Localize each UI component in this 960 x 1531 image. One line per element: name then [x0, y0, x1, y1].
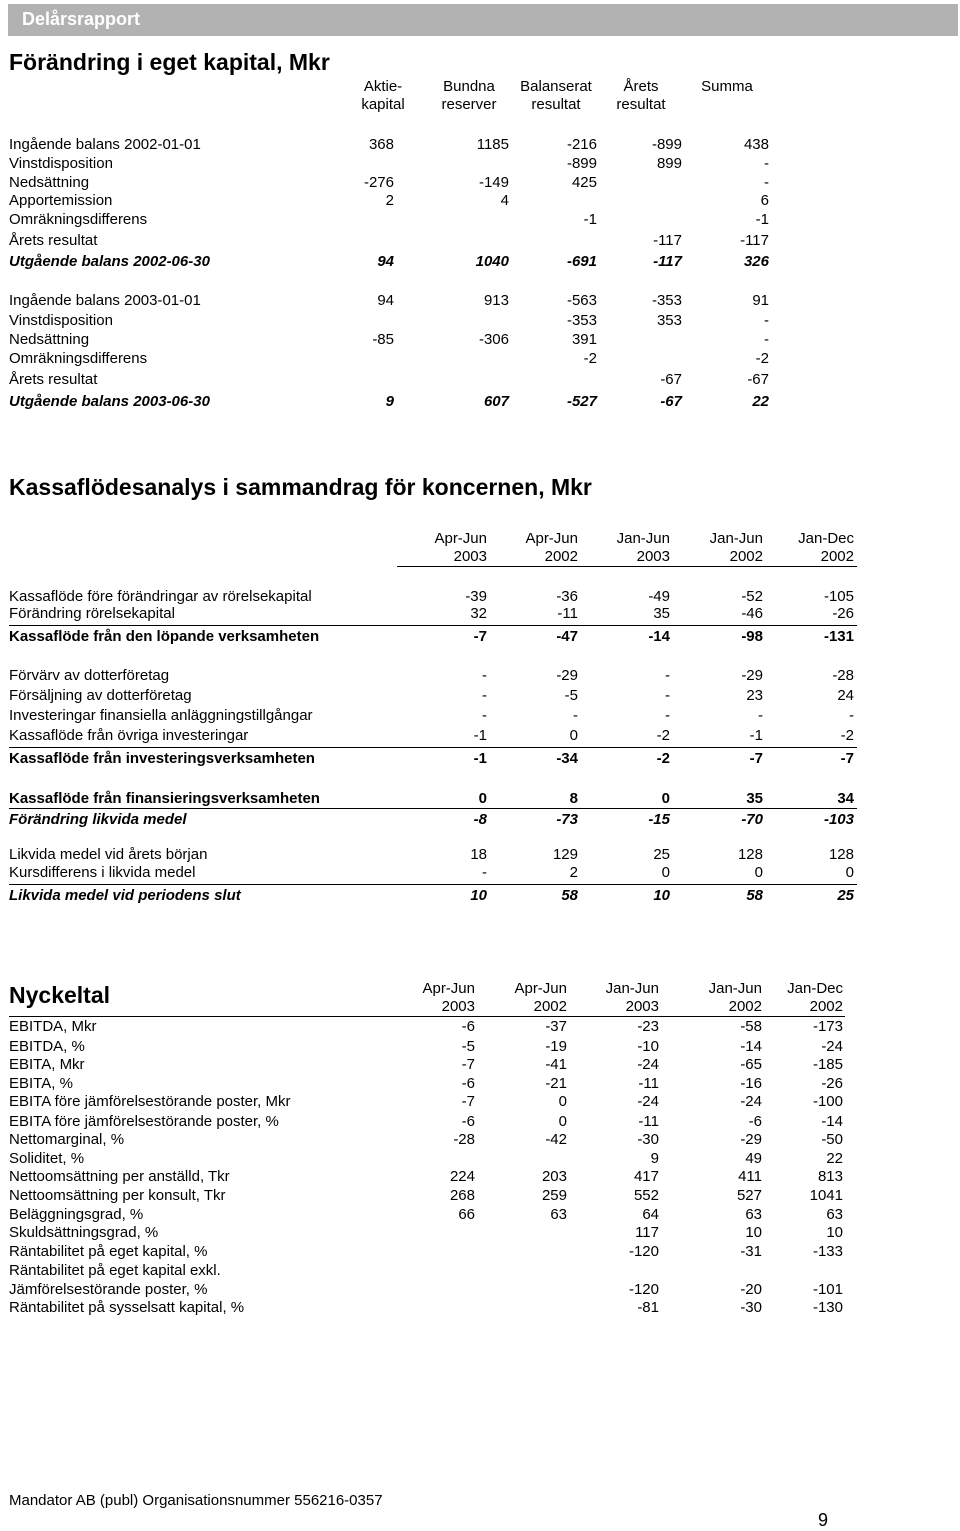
equity-row-label: Nedsättning	[9, 331, 90, 348]
cashflow-cell: 10	[470, 887, 487, 904]
kpi-cell: -24	[740, 1093, 762, 1110]
equity-row-label: Ingående balans 2002-01-01	[9, 136, 201, 153]
cashflow-cell: -11	[557, 605, 578, 622]
equity-cell: -67	[660, 393, 682, 410]
kpi-cell: 417	[633, 1168, 659, 1185]
equity-cell: -276	[363, 174, 394, 191]
kpi-cell: -26	[821, 1075, 843, 1092]
equity-cell: 94	[377, 253, 394, 270]
kpi-cell: -20	[740, 1281, 762, 1298]
kpi-cell: 813	[817, 1168, 843, 1185]
cashflow-cell: 2	[569, 864, 578, 881]
cashflow-cell: -46	[741, 605, 763, 622]
cashflow-cell: -1	[749, 727, 763, 744]
kpi-col-header: Apr-Jun	[514, 980, 567, 997]
cashflow-cell: -	[665, 707, 670, 724]
cashflow-cell: 0	[478, 790, 487, 807]
cashflow-cell: 18	[470, 846, 487, 863]
kpi-cell: -5	[461, 1038, 475, 1055]
kpi-row-label: EBITA, Mkr	[9, 1056, 85, 1073]
kpi-cell: -21	[545, 1075, 567, 1092]
kpi-col-header-sub: 2002	[809, 998, 843, 1015]
kpi-cell: -120	[628, 1281, 659, 1298]
cashflow-cell: -7	[473, 628, 487, 645]
kpi-row-label: Nettoomsättning per konsult, Tkr	[9, 1187, 226, 1204]
equity-col-header: Balanserat	[520, 78, 592, 95]
equity-cell: -899	[566, 155, 597, 172]
equity-row-label: Apportemission	[9, 192, 113, 209]
kpi-cell: -30	[740, 1299, 762, 1316]
kpi-cell: 1041	[809, 1187, 843, 1204]
cashflow-cell: 32	[470, 605, 487, 622]
equity-cell: -117	[740, 232, 769, 249]
cashflow-cell: 34	[837, 790, 854, 807]
kpi-cell: -14	[821, 1113, 843, 1130]
equity-cell: -117	[653, 253, 682, 270]
equity-col-header-sub: kapital	[361, 96, 405, 113]
header-label: Delårsrapport	[22, 9, 141, 29]
cashflow-rule	[9, 747, 857, 748]
equity-row-label: Omräkningsdifferens	[9, 350, 148, 367]
kpi-cell: 64	[642, 1206, 659, 1223]
kpi-cell: 268	[449, 1187, 475, 1204]
equity-cell: 4	[500, 192, 509, 209]
kpi-cell: 49	[745, 1150, 762, 1167]
cashflow-cell: 128	[828, 846, 854, 863]
kpi-col-header-sub: 2002	[728, 998, 762, 1015]
cashflow-cell: -	[482, 687, 487, 704]
kpi-col-header: Jan-Dec	[787, 980, 843, 997]
kpi-row-label: EBITDA, %	[9, 1038, 85, 1055]
cashflow-cell: -131	[823, 628, 854, 645]
kpi-row-label: EBITDA, Mkr	[9, 1018, 97, 1035]
cashflow-cell: -70	[741, 811, 763, 828]
equity-col-header: Bundna	[443, 78, 495, 95]
kpi-row-label: EBITA före jämförelsestörande poster, %	[9, 1113, 279, 1130]
cashflow-cell: -98	[741, 628, 763, 645]
kpi-cell: -65	[740, 1056, 762, 1073]
kpi-row-label: Skuldsättningsgrad, %	[9, 1224, 159, 1241]
cashflow-cell: 58	[561, 887, 578, 904]
equity-cell: 91	[752, 292, 769, 309]
cashflow-row-label: Förändring likvida medel	[9, 811, 187, 828]
kpi-cell: -120	[628, 1243, 659, 1260]
kpi-cell: 203	[541, 1168, 567, 1185]
cashflow-cell: -	[758, 707, 763, 724]
cashflow-cell: -5	[564, 687, 578, 704]
kpi-cell: -101	[812, 1281, 843, 1298]
cashflow-col-header: Jan-Jun	[616, 530, 670, 547]
cashflow-cell: -1	[473, 727, 487, 744]
equity-cell: -	[764, 155, 769, 172]
kpi-cell: -50	[821, 1131, 843, 1148]
cashflow-cell: 128	[737, 846, 763, 863]
cashflow-cell: -	[849, 707, 854, 724]
kpi-row-label: Räntabilitet på eget kapital exkl.	[9, 1262, 221, 1279]
equity-row-label: Omräkningsdifferens	[9, 211, 148, 228]
kpi-cell: -19	[545, 1038, 567, 1055]
kpi-cell: -23	[637, 1018, 659, 1035]
kpi-cell: 22	[826, 1150, 843, 1167]
equity-cell: -2	[755, 350, 769, 367]
kpi-cell: -37	[545, 1018, 567, 1035]
equity-col-header-sub: resultat	[616, 96, 666, 113]
kpi-row-label: Räntabilitet på eget kapital, %	[9, 1243, 208, 1260]
kpi-cell: 552	[633, 1187, 659, 1204]
cashflow-cell: 35	[746, 790, 763, 807]
cashflow-cell: -15	[648, 811, 670, 828]
cashflow-cell: -	[665, 687, 670, 704]
equity-cell: 353	[656, 312, 682, 329]
cashflow-row-label: Investeringar finansiella anläggningstillgångar	[9, 707, 313, 724]
kpi-row-label: Jämförelsestörande poster, %	[9, 1281, 208, 1298]
cashflow-row-label: Kassaflöde från den löpande verksamheten	[9, 628, 320, 645]
page-number: 9	[818, 1510, 829, 1530]
equity-cell: -353	[566, 312, 597, 329]
kpi-cell: -14	[740, 1038, 762, 1055]
kpi-cell: -29	[740, 1131, 762, 1148]
equity-cell: 607	[483, 393, 509, 410]
cashflow-col-header-sub: 2002	[729, 548, 763, 565]
cashflow-col-header: Jan-Dec	[798, 530, 854, 547]
kpi-cell: -173	[812, 1018, 843, 1035]
kpi-cell: 0	[558, 1113, 567, 1130]
equity-cell: -216	[566, 136, 597, 153]
equity-col-header: Summa	[701, 78, 753, 95]
kpi-row-label: EBITA, %	[9, 1075, 73, 1092]
cashflow-cell: -	[573, 707, 578, 724]
equity-cell: -	[764, 312, 769, 329]
footer-text: Mandator AB (publ) Organisationsnummer 556216-0357	[9, 1492, 383, 1509]
equity-cell: -353	[651, 292, 682, 309]
equity-row-label: Årets resultat	[9, 232, 98, 249]
kpi-row-label: Beläggningsgrad, %	[9, 1206, 144, 1223]
cashflow-cell: -34	[556, 750, 578, 767]
cashflow-row-label: Försäljning av dotterföretag	[9, 687, 192, 704]
kpi-row-label: EBITA före jämförelsestörande poster, Mkr	[9, 1093, 291, 1110]
cashflow-row-label: Förvärv av dotterföretag	[9, 667, 170, 684]
cashflow-cell: 23	[746, 687, 763, 704]
cashflow-cell: -2	[656, 727, 670, 744]
cashflow-cell: 25	[837, 887, 854, 904]
kpi-cell: 10	[826, 1224, 843, 1241]
cashflow-row-label: Likvida medel vid periodens slut	[9, 887, 241, 904]
kpi-cell: -7	[461, 1056, 475, 1073]
kpi-col-header-sub: 2003	[625, 998, 659, 1015]
kpi-cell: -6	[461, 1075, 475, 1092]
equity-cell: -563	[566, 292, 597, 309]
kpi-cell: -41	[545, 1056, 567, 1073]
cashflow-rule	[9, 808, 857, 809]
kpi-cell: -185	[812, 1056, 843, 1073]
equity-col-header: Aktie-	[363, 78, 403, 95]
cashflow-col-header-sub: 2003	[453, 548, 487, 565]
kpi-cell: 527	[736, 1187, 762, 1204]
kpi-cell: -42	[545, 1131, 567, 1148]
kpi-cell: 117	[635, 1224, 659, 1241]
cashflow-cell: -7	[749, 750, 763, 767]
cashflow-cell: -39	[465, 588, 487, 605]
kpi-cell: -81	[637, 1299, 659, 1316]
equity-row-label: Utgående balans 2002-06-30	[9, 253, 210, 270]
cashflow-row-label: Likvida medel vid årets början	[9, 846, 208, 863]
cashflow-rule	[9, 625, 857, 626]
equity-cell: -691	[566, 253, 597, 270]
cashflow-cell: -29	[741, 667, 763, 684]
equity-row-label: Nedsättning	[9, 174, 90, 191]
cashflow-cell: 10	[653, 887, 670, 904]
kpi-cell: -6	[461, 1018, 475, 1035]
cashflow-cell: -36	[556, 588, 578, 605]
cashflow-cell: 58	[746, 887, 763, 904]
cashflow-row-label: Förändring rörelsekapital	[9, 605, 175, 622]
kpi-cell: -130	[812, 1299, 843, 1316]
kpi-row-label: Nettomarginal, %	[9, 1131, 125, 1148]
cashflow-cell: 0	[569, 727, 578, 744]
kpi-cell: -133	[812, 1243, 843, 1260]
cashflow-col-header-sub: 2003	[636, 548, 670, 565]
equity-cell: 22	[752, 393, 769, 410]
equity-cell: -2	[583, 350, 597, 367]
cashflow-cell: 129	[552, 846, 578, 863]
cashflow-cell: -28	[832, 667, 854, 684]
kpi-cell: 63	[826, 1206, 843, 1223]
cashflow-col-header: Apr-Jun	[525, 530, 578, 547]
cashflow-cell: -	[482, 667, 487, 684]
kpi-cell: 411	[738, 1168, 762, 1185]
cashflow-cell: 0	[661, 790, 670, 807]
equity-cell: -85	[372, 331, 394, 348]
cashflow-col-header: Jan-Jun	[709, 530, 763, 547]
equity-cell: 1185	[476, 136, 509, 153]
cashflow-cell: -7	[840, 750, 854, 767]
equity-title: Förändring i eget kapital, Mkr	[9, 49, 330, 75]
cashflow-cell: -8	[473, 811, 487, 828]
kpi-col-header: Apr-Jun	[422, 980, 475, 997]
cashflow-row-label: Kursdifferens i likvida medel	[9, 864, 196, 881]
cashflow-cell: 35	[653, 605, 670, 622]
cashflow-cell: -2	[656, 750, 670, 767]
equity-cell: 913	[483, 292, 509, 309]
kpi-cell: -24	[637, 1056, 659, 1073]
kpi-header-rule	[9, 1016, 845, 1017]
equity-row-label: Utgående balans 2003-06-30	[9, 393, 210, 410]
cashflow-cell: 0	[845, 864, 854, 881]
kpi-cell: -11	[638, 1113, 659, 1130]
equity-cell: 326	[743, 253, 769, 270]
kpi-cell: -10	[637, 1038, 659, 1055]
cashflow-cell: -	[665, 667, 670, 684]
equity-cell: -117	[653, 232, 682, 249]
kpi-cell: -11	[638, 1075, 659, 1092]
cashflow-col-header-sub: 2002	[820, 548, 854, 565]
kpi-row-label: Nettoomsättning per anställd, Tkr	[9, 1168, 230, 1185]
cashflow-row-label: Kassaflöde från finansieringsverksamheten	[9, 790, 320, 807]
equity-row-label: Vinstdisposition	[9, 312, 113, 329]
header-bar	[8, 4, 958, 36]
equity-cell: 438	[743, 136, 769, 153]
cashflow-col-header-sub: 2002	[544, 548, 578, 565]
cashflow-row-label: Kassaflöde från investeringsverksamheten	[9, 750, 315, 767]
equity-cell: 1040	[475, 253, 509, 270]
kpi-cell: 10	[745, 1224, 762, 1241]
kpi-cell: -24	[821, 1038, 843, 1055]
cashflow-cell: -73	[556, 811, 578, 828]
cashflow-cell: -103	[823, 811, 854, 828]
equity-row-label: Årets resultat	[9, 371, 98, 388]
equity-col-header-sub: reserver	[441, 96, 497, 113]
equity-col-header-sub: resultat	[531, 96, 581, 113]
kpi-cell: -28	[453, 1131, 475, 1148]
kpi-cell: -30	[637, 1131, 659, 1148]
equity-cell: 2	[385, 192, 394, 209]
kpi-cell: 66	[458, 1206, 475, 1223]
cashflow-title: Kassaflödesanalys i sammandrag för koncernen, Mkr	[9, 474, 592, 500]
equity-cell: -	[764, 331, 769, 348]
equity-cell: 94	[377, 292, 394, 309]
cashflow-cell: -105	[823, 588, 854, 605]
equity-cell: -1	[755, 211, 769, 228]
cashflow-cell: -52	[741, 588, 763, 605]
equity-cell: -899	[651, 136, 682, 153]
cashflow-cell: 8	[569, 790, 578, 807]
cashflow-col-header: Apr-Jun	[434, 530, 487, 547]
cashflow-row-label: Kassaflöde före förändringar av rörelsekapital	[9, 588, 312, 605]
cashflow-cell: 25	[653, 846, 670, 863]
kpi-cell: -58	[740, 1018, 762, 1035]
cashflow-cell: -14	[648, 628, 670, 645]
equity-cell: 9	[385, 393, 394, 410]
kpi-cell: 63	[550, 1206, 567, 1223]
equity-cell: 368	[368, 136, 394, 153]
kpi-col-header-sub: 2002	[533, 998, 567, 1015]
cashflow-cell: -2	[840, 727, 854, 744]
kpi-cell: -6	[461, 1113, 475, 1130]
kpi-row-label: Räntabilitet på sysselsatt kapital, %	[9, 1299, 245, 1316]
cashflow-cell: -	[482, 707, 487, 724]
kpi-cell: 63	[745, 1206, 762, 1223]
equity-row-label: Ingående balans 2003-01-01	[9, 292, 201, 309]
cashflow-cell: -49	[648, 588, 670, 605]
kpi-cell: -6	[748, 1113, 762, 1130]
equity-cell: -306	[478, 331, 509, 348]
equity-cell: 425	[571, 174, 597, 191]
kpi-cell: 9	[650, 1150, 659, 1167]
cashflow-cell: -1	[473, 750, 487, 767]
cashflow-cell: -29	[556, 667, 578, 684]
kpi-cell: -16	[740, 1075, 762, 1092]
kpi-col-header-sub: 2003	[441, 998, 475, 1015]
equity-cell: -149	[478, 174, 509, 191]
kpi-cell: -31	[740, 1243, 762, 1260]
kpi-col-header: Jan-Jun	[708, 980, 762, 997]
equity-cell: -67	[660, 371, 682, 388]
cashflow-cell: -	[482, 864, 487, 881]
equity-cell: 391	[571, 331, 597, 348]
cashflow-rule	[9, 884, 857, 885]
cashflow-cell: 0	[661, 864, 670, 881]
kpi-col-header: Jan-Jun	[605, 980, 659, 997]
cashflow-row-label: Kassaflöde från övriga investeringar	[9, 727, 249, 744]
kpi-row-label: Soliditet, %	[9, 1150, 85, 1167]
kpi-cell: 0	[558, 1093, 567, 1110]
equity-cell: -67	[747, 371, 769, 388]
cashflow-cell: -47	[556, 628, 578, 645]
cashflow-cell: -26	[832, 605, 854, 622]
kpi-cell: 259	[541, 1187, 567, 1204]
equity-cell: -	[764, 174, 769, 191]
equity-cell: -1	[583, 211, 597, 228]
kpi-title: Nyckeltal	[9, 982, 111, 1008]
equity-cell: -527	[566, 393, 597, 410]
equity-col-header: Årets	[623, 78, 659, 95]
kpi-cell: -7	[461, 1093, 475, 1110]
cashflow-header-rule	[397, 566, 857, 567]
equity-row-label: Vinstdisposition	[9, 155, 113, 172]
kpi-cell: -100	[812, 1093, 843, 1110]
kpi-cell: -24	[637, 1093, 659, 1110]
kpi-cell: 224	[449, 1168, 475, 1185]
cashflow-cell: 0	[754, 864, 763, 881]
equity-cell: 6	[760, 192, 769, 209]
cashflow-cell: 24	[837, 687, 854, 704]
equity-cell: 899	[656, 155, 682, 172]
